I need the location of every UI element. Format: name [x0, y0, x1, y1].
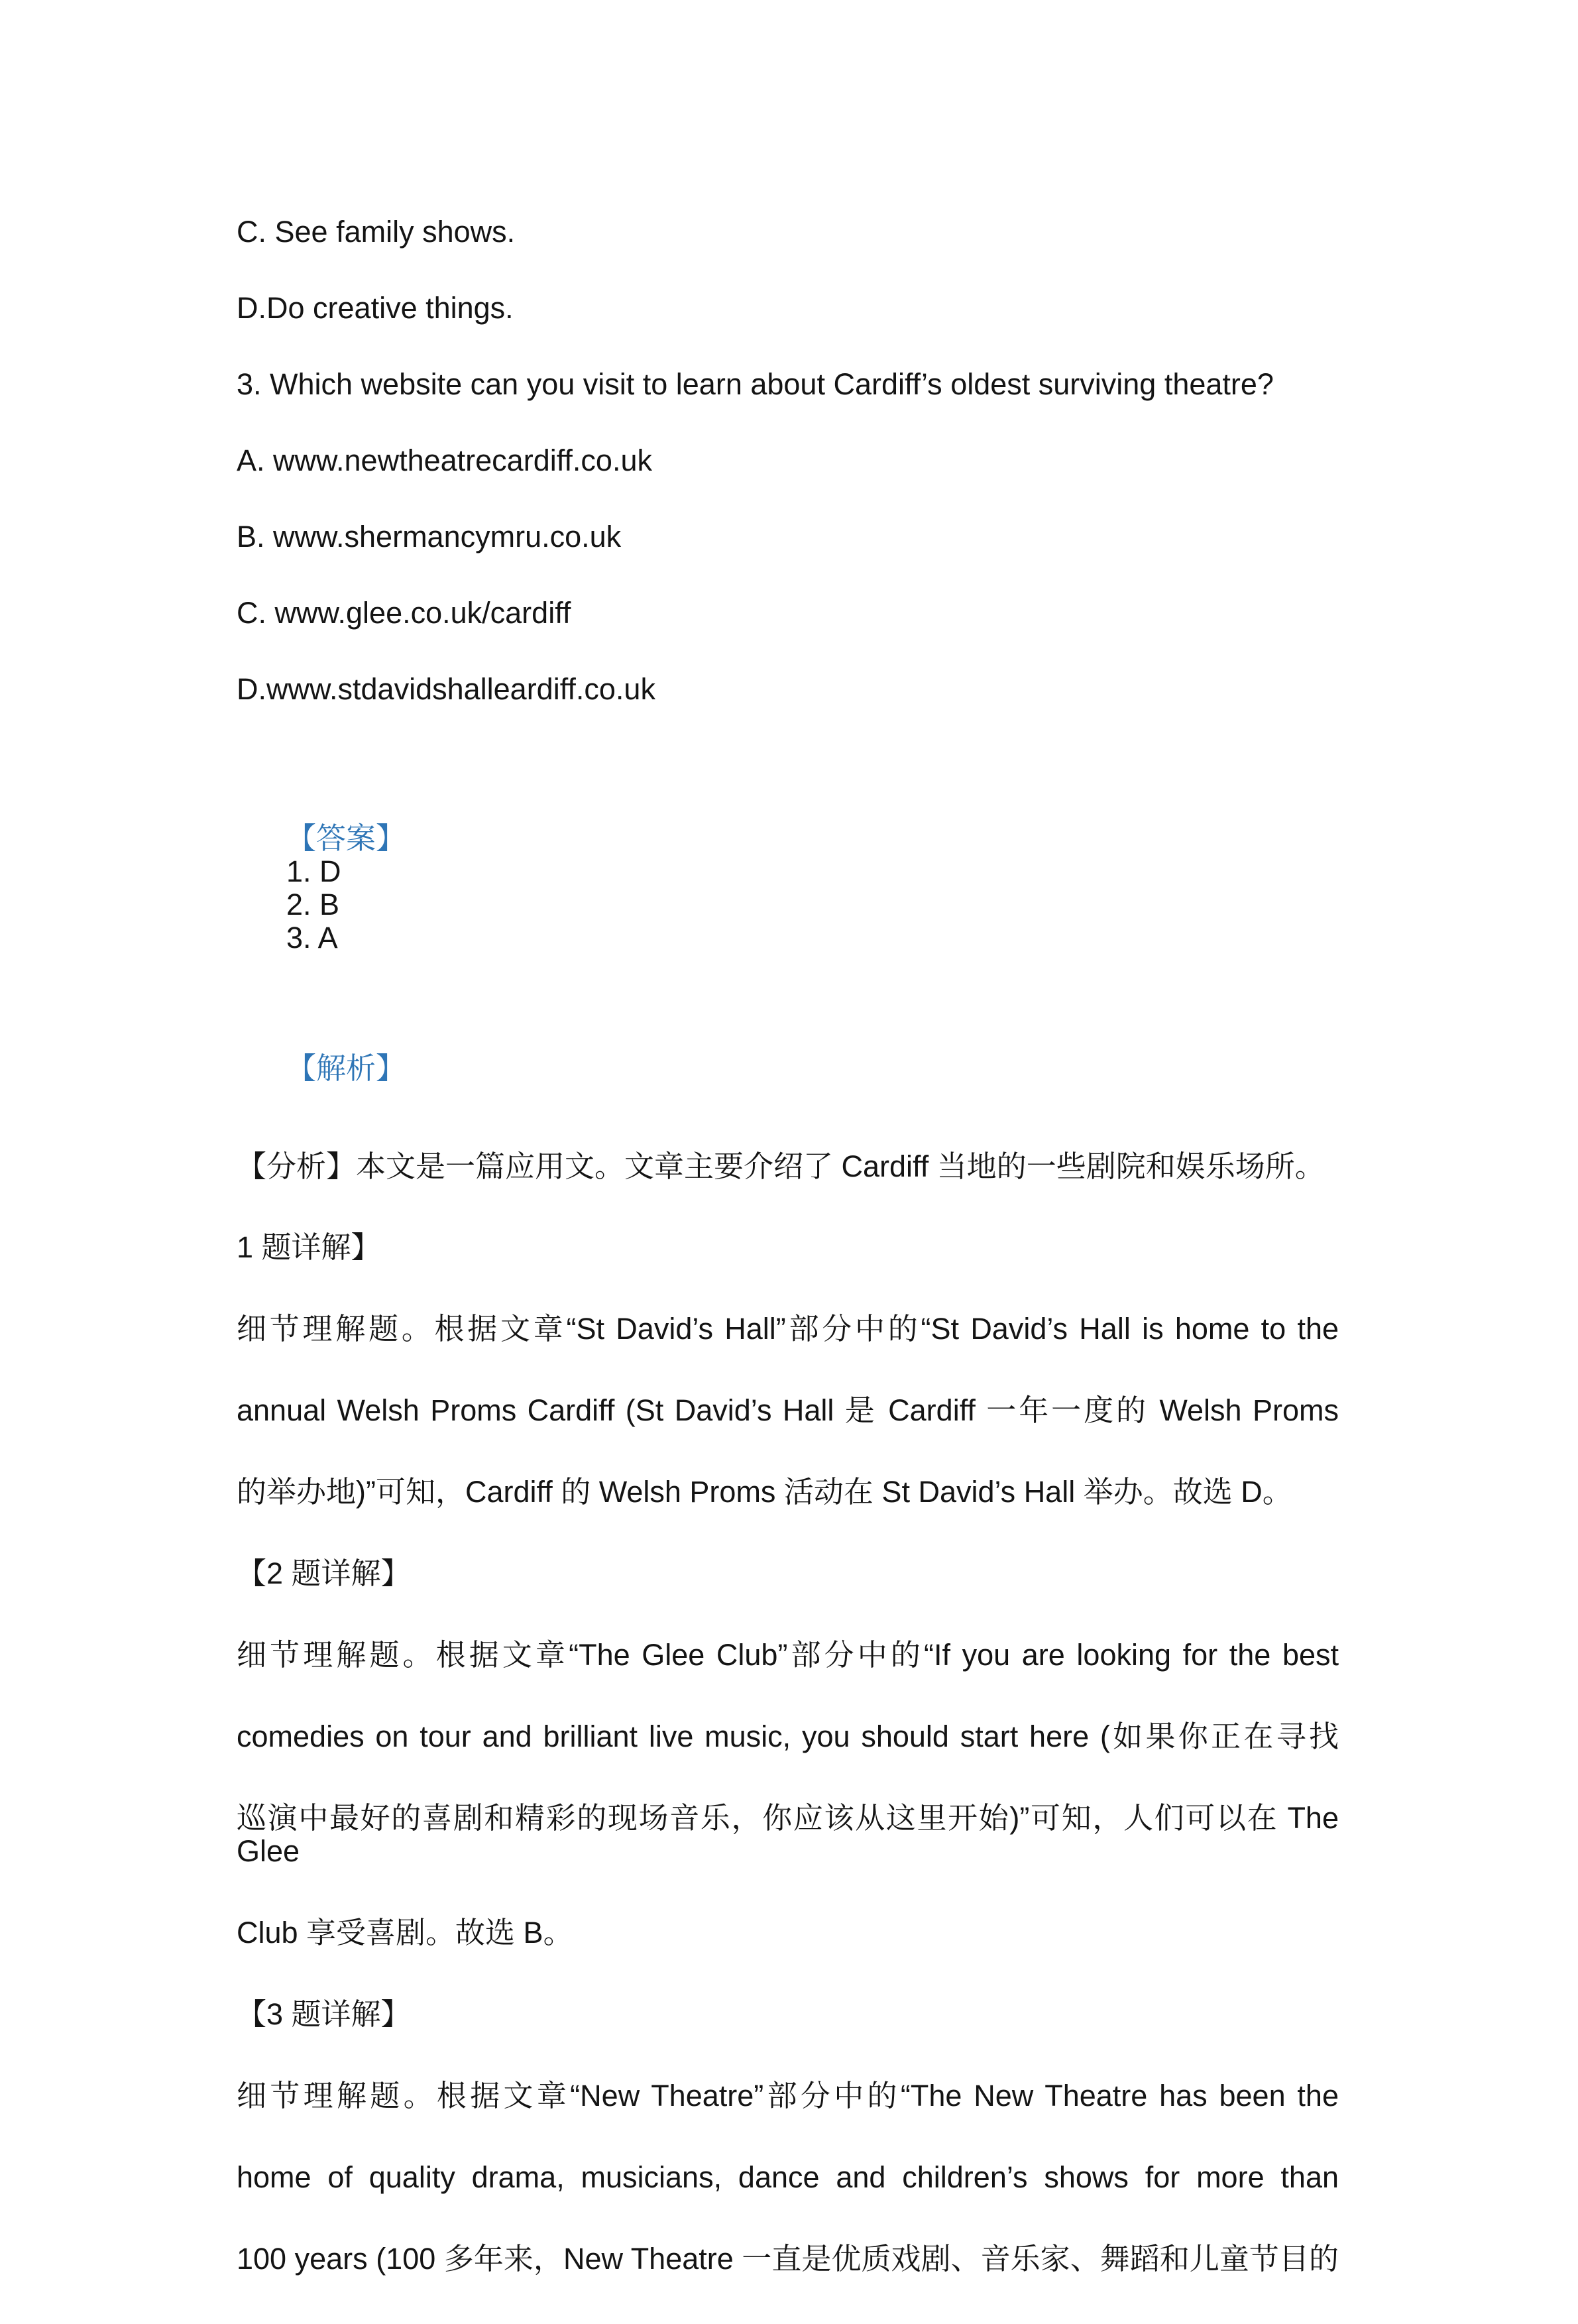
jiexi-label: 【解析】 — [286, 1051, 406, 1085]
q3-option-c: C. www.glee.co.uk/cardiff — [237, 596, 571, 630]
document-content — [237, 215, 1347, 2324]
answer-item-1: 1. D — [286, 854, 341, 888]
answer-label: 【答案】 — [286, 821, 406, 855]
q2-option-c: C. See family shows. — [237, 215, 516, 249]
q3-question-text: 3. Which website can you visit to learn about Cardiff’s oldest surviving theatre? — [237, 367, 1274, 401]
explanation-1-line-1: 细节理解题。根据文章“St David’s Hall”部分中的“St David’s Hall is home to the — [237, 1312, 1339, 1346]
answer-item-2: 2. B — [286, 888, 340, 921]
explanation-2-heading: 【2 题详解】 — [237, 1556, 411, 1590]
explanation-3-line-2: home of quality drama, musicians, dance and children’s shows for more than — [237, 2160, 1339, 2194]
explanation-2-line-2: comedies on tour and brilliant live music, you should start here (如果你正在寻找 — [237, 1719, 1339, 1753]
fenxi-line: 【分析】本文是一篇应用文。文章主要介绍了 Cardiff 当地的一些剧院和娱乐场所。 — [237, 1149, 1325, 1183]
answer-line — [237, 789, 1339, 988]
explanation-1-heading: 1 题详解】 — [237, 1230, 381, 1264]
q3-option-a: A. www.newtheatrecardiff.co.uk — [237, 443, 652, 477]
q2-option-d: D.Do creative things. — [237, 291, 514, 325]
answer-item-3: 3. A — [286, 921, 338, 955]
explanation-2-line-1: 细节理解题。根据文章“The Glee Club”部分中的“If you are looking for the best — [237, 1638, 1339, 1672]
explanation-1-line-3: 的举办地)”可知，Cardiff 的 Welsh Proms 活动在 St David’s Hall 举办。故选 D。 — [237, 1475, 1292, 1509]
explanation-3-line-1: 细节理解题。根据文章“New Theatre”部分中的“The New Theatre has been the — [237, 2079, 1339, 2113]
q3-option-d: D.www.stdavidshalleardiff.co.uk — [237, 672, 655, 706]
explanation-2-line-4: Club 享受喜剧。故选 B。 — [237, 1916, 573, 1949]
explanation-3-line-3: 100 years (100 多年来，New Theatre 一直是优质戏剧、音乐家、舞蹈和儿童节目的 — [237, 2242, 1339, 2276]
q3-option-b: B. www.shermancymru.co.uk — [237, 520, 622, 553]
explanation-2-line-3: 巡演中最好的喜剧和精彩的现场音乐，你应该从这里开始)”可知，人们可以在 The Glee — [237, 1801, 1347, 1868]
explanation-1-line-2: annual Welsh Proms Cardiff (St David’s Hall 是 Cardiff 一年一度的 Welsh Proms — [237, 1393, 1339, 1427]
jiexi-label-line — [237, 1019, 1339, 1118]
explanation-3-heading: 【3 题详解】 — [237, 1997, 411, 2031]
